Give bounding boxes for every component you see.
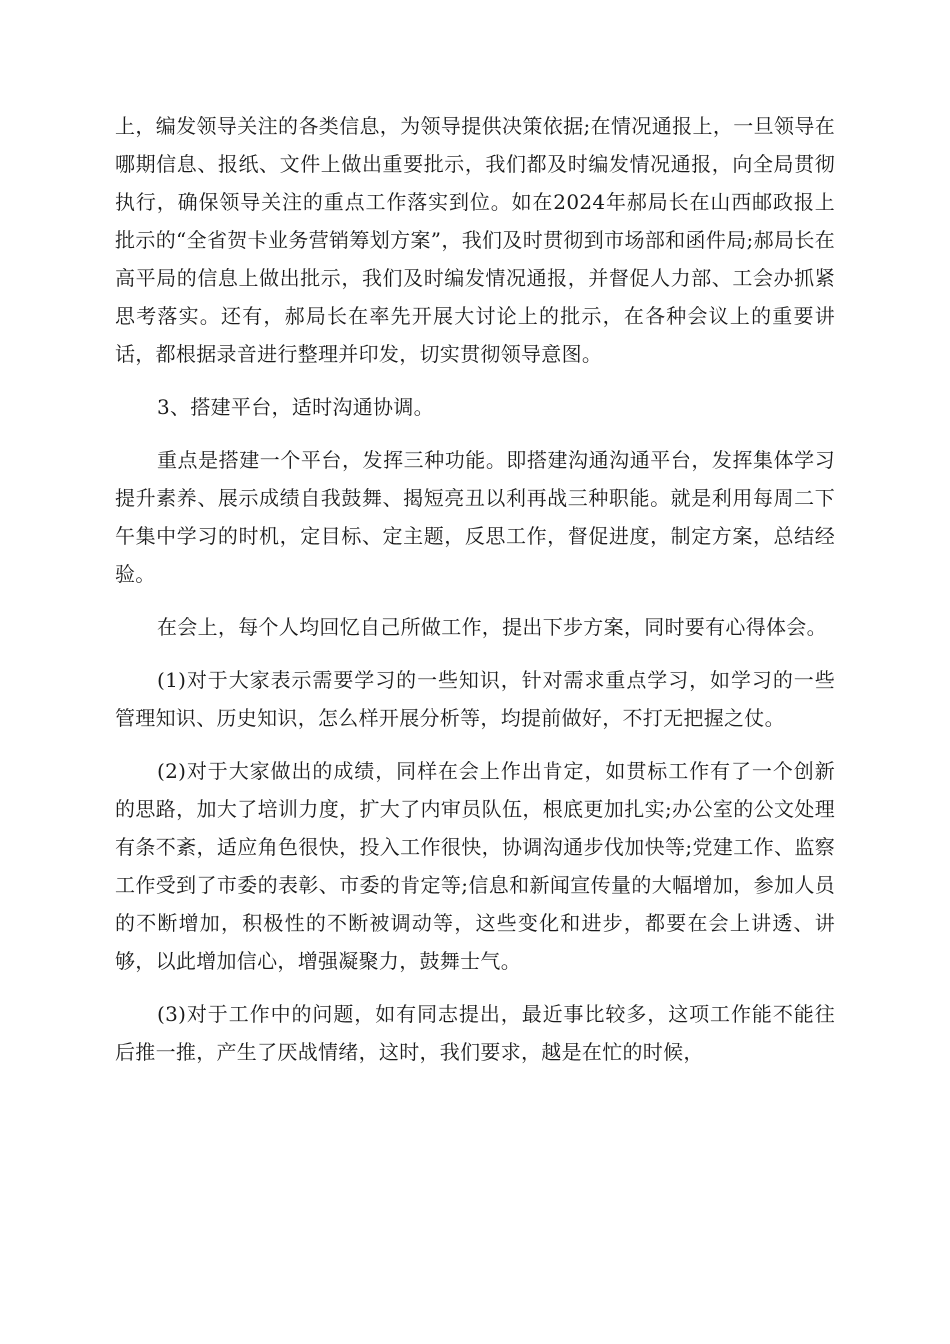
document-body bbox=[115, 107, 835, 1086]
paragraph: 在会上，每个人均回忆自己所做工作，提出下步方案，同时要有心得体会。 bbox=[157, 615, 827, 639]
list-item-2: (2)对于大家做出的成绩，同样在会上作出肯定，如贯标工作有了一个创新的思路，加大了培训力度，扩大了内审员队伍，根底更加扎实;办公室的公文处理有条不紊，适应角色很快，投入工作很快，协调沟通步伐加快等;党建工作、监察工作受到了市委的表彰、市委的肯定等;信息和新闻宣传量的大幅增加，参加人员的不断增加，积极性的不断被调动等，这些变化和进步，都要在会上讲透、讲够，以此增加信心，增强凝聚力，鼓舞士气。 bbox=[115, 759, 835, 973]
list-item-3: (3)对于工作中的问题，如有同志提出，最近事比较多，这项工作能不能往后推一推，产生了厌战情绪，这时，我们要求，越是在忙的时候， bbox=[115, 1002, 835, 1064]
paragraph: 重点是搭建一个平台，发挥三种功能。即搭建沟通沟通平台，发挥集体学习提升素养、展示成绩自我鼓舞、揭短亮丑以利再战三种职能。就是利用每周二下午集中学习的时机，定目标、定主题，反思工作，督促进度，制定方案，总结经验。 bbox=[115, 448, 835, 586]
list-item-1: (1)对于大家表示需要学习的一些知识，针对需求重点学习，如学习的一些管理知识、历史知识，怎么样开展分析等，均提前做好，不打无把握之仗。 bbox=[115, 668, 835, 730]
section-heading: 3、搭建平台，适时沟通协调。 bbox=[157, 395, 434, 419]
paragraph-continuation: 上，编发领导关注的各类信息，为领导提供决策依据;在情况通报上，一旦领导在哪期信息、报纸、文件上做出重要批示，我们都及时编发情况通报，向全局贯彻执行，确保领导关注的重点工作落实到位。如在2024年郝局长在山西邮政报上批示的“全省贺卡业务营销筹划方案”，我们及时贯彻到市场部和函件局;郝局长在高平局的信息上做出批示，我们及时编发情况通报，并督促人力部、工会办抓紧思考落实。还有，郝局长在率先开展大讨论上的批示，在各种会议上的重要讲话，都根据录音进行整理并印发，切实贯彻领导意图。 bbox=[115, 114, 835, 366]
